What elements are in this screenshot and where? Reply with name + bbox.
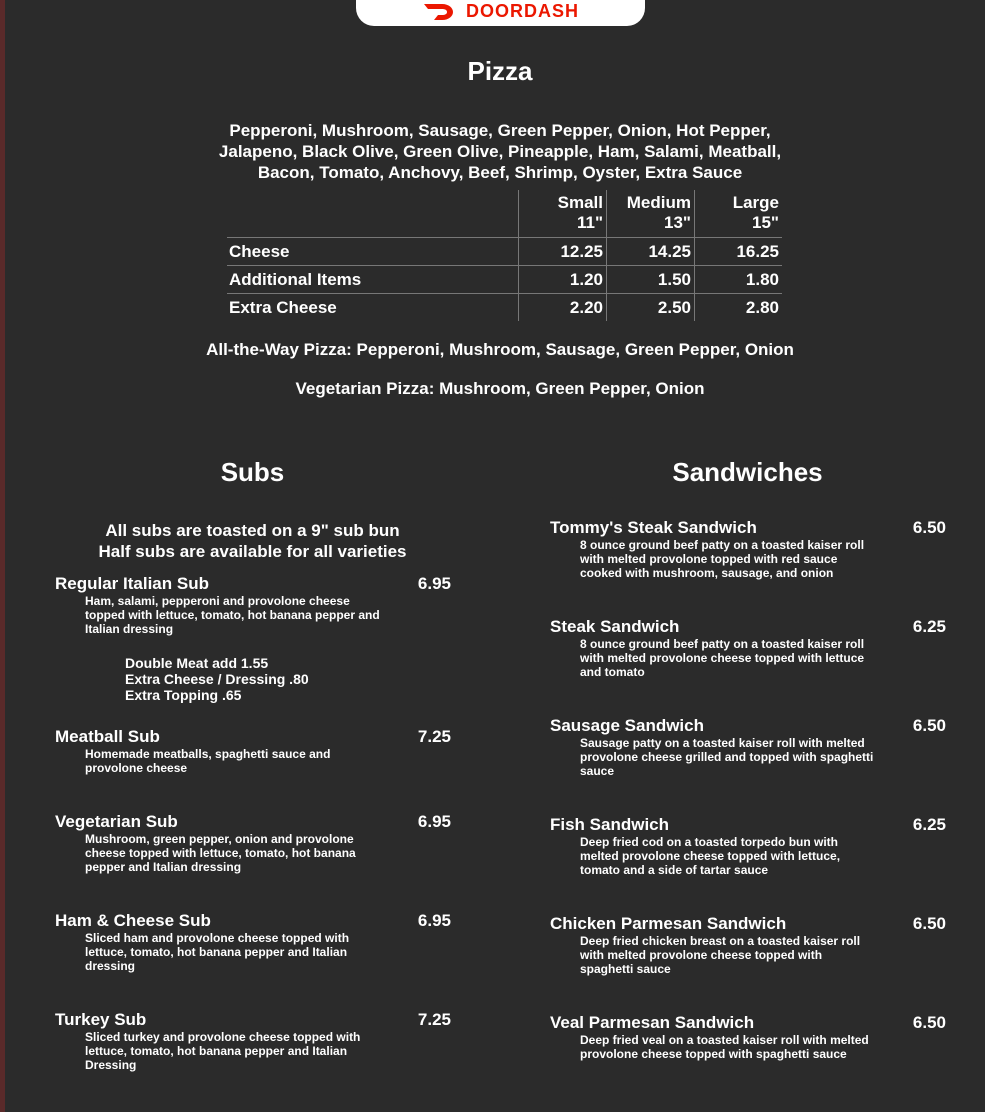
item-description: Ham, salami, pepperoni and provolone cheese topped with lettuce, tomato, hot banana pepper and Italian dressing <box>85 594 380 636</box>
toppings-line: Pepperoni, Mushroom, Sausage, Green Pepper, Onion, Hot Pepper, <box>229 121 771 140</box>
row-label: Cheese <box>227 238 519 266</box>
item-price: 6.95 <box>417 911 451 930</box>
item-price: 6.50 <box>912 914 946 933</box>
item-price: 6.50 <box>912 716 946 735</box>
item-name: Veal Parmesan Sandwich <box>550 1013 755 1032</box>
menu-item-veal-parmesan-sandwich <box>550 1013 946 1061</box>
doordash-wordmark: DOORDASH <box>465 0 579 21</box>
extra-option: Extra Topping .65 <box>125 687 242 703</box>
item-description: 8 ounce ground beef patty on a toasted kaiser roll with melted provolone cheese topped with lettuce and tomato <box>580 637 865 679</box>
item-description: Homemade meatballs, spaghetti sauce and provolone cheese <box>85 747 331 775</box>
item-price: 6.50 <box>912 1013 946 1032</box>
all-the-way-pizza-note: All-the-Way Pizza: Pepperoni, Mushroom, Sausage, Green Pepper, Onion <box>206 340 794 359</box>
item-description: Sliced ham and provolone cheese topped with lettuce, tomato, hot banana pepper and Italian dressing <box>85 931 350 973</box>
price-cell: 14.25 <box>607 238 695 266</box>
subs-section-title: Subs <box>220 457 285 487</box>
item-price: 6.25 <box>912 815 946 834</box>
sandwiches-section-title: Sandwiches <box>672 457 823 487</box>
menu-item-vegetarian-sub <box>55 812 451 874</box>
item-name: Tommy's Steak Sandwich <box>550 518 757 537</box>
price-cell: 1.20 <box>519 266 607 294</box>
item-price: 7.25 <box>417 1010 451 1029</box>
subs-note-line: All subs are toasted on a 9" sub bun <box>105 521 400 540</box>
item-description: Mushroom, green pepper, onion and provolone cheese topped with lettuce, tomato, hot banana pepper and Italian dressing <box>85 832 356 874</box>
price-cell: 1.50 <box>607 266 695 294</box>
column-large: Large 15" <box>695 190 783 238</box>
extra-option: Extra Cheese / Dressing .80 <box>125 671 309 687</box>
column-small: Small 11" <box>519 190 607 238</box>
row-label: Extra Cheese <box>227 294 519 322</box>
menu-item-regular-italian-sub <box>55 574 451 703</box>
item-name: Chicken Parmesan Sandwich <box>550 914 787 933</box>
price-cell: 2.50 <box>607 294 695 322</box>
row-label: Additional Items <box>227 266 519 294</box>
pizza-toppings-list <box>0 120 985 183</box>
toppings-line: Bacon, Tomato, Anchovy, Beef, Shrimp, Oyster, Extra Sauce <box>257 163 743 182</box>
pizza-section-title: Pizza <box>467 56 533 86</box>
item-name: Vegetarian Sub <box>55 812 178 831</box>
price-cell: 2.20 <box>519 294 607 322</box>
menu-item-ham-cheese-sub <box>55 911 451 973</box>
price-cell: 1.80 <box>695 266 783 294</box>
sub-extras <box>125 655 451 703</box>
table-row <box>227 294 782 322</box>
subs-notes <box>55 520 450 562</box>
subs-note-line: Half subs are available for all varieties <box>98 542 407 561</box>
item-name: Regular Italian Sub <box>55 574 209 593</box>
item-name: Meatball Sub <box>55 727 160 746</box>
menu-item-sausage-sandwich <box>550 716 946 778</box>
table-row <box>227 238 782 266</box>
extra-option: Double Meat add 1.55 <box>125 655 269 671</box>
menu-item-fish-sandwich <box>550 815 946 877</box>
column-medium: Medium 13" <box>607 190 695 238</box>
item-price: 7.25 <box>417 727 451 746</box>
item-description: Sausage patty on a toasted kaiser roll with melted provolone cheese grilled and topped with spaghetti sauce <box>580 736 874 778</box>
price-table-header <box>227 190 782 238</box>
item-description: Deep fried veal on a toasted kaiser roll with melted provolone cheese topped with spaghetti sauce <box>580 1033 869 1061</box>
menu-item-steak-sandwich <box>550 617 946 679</box>
item-description: Sliced turkey and provolone cheese topped with lettuce, tomato, hot banana pepper and Italian Dressing <box>85 1030 361 1072</box>
item-description: Deep fried chicken breast on a toasted kaiser roll with melted provolone cheese topped with spaghetti sauce <box>580 934 861 976</box>
menu-item-tommys-steak-sandwich <box>550 518 946 580</box>
item-description: 8 ounce ground beef patty on a toasted kaiser roll with melted provolone topped with red sauce cooked with mushroom, sausage, and onion <box>580 538 865 580</box>
menu-item-turkey-sub <box>55 1010 451 1072</box>
item-price: 6.25 <box>912 617 946 636</box>
item-name: Sausage Sandwich <box>550 716 704 735</box>
menu-item-chicken-parmesan-sandwich <box>550 914 946 976</box>
item-name: Steak Sandwich <box>550 617 680 636</box>
table-row <box>227 266 782 294</box>
vegetarian-pizza-note: Vegetarian Pizza: Mushroom, Green Pepper, Onion <box>295 379 705 398</box>
doordash-logo-icon <box>422 1 458 21</box>
doordash-order-button[interactable] <box>356 0 645 26</box>
price-cell: 16.25 <box>695 238 783 266</box>
price-cell: 2.80 <box>695 294 783 322</box>
item-price: 6.95 <box>417 574 451 593</box>
item-price: 6.95 <box>417 812 451 831</box>
item-name: Turkey Sub <box>55 1010 147 1029</box>
price-cell: 12.25 <box>519 238 607 266</box>
item-name: Fish Sandwich <box>550 815 670 834</box>
menu-item-meatball-sub <box>55 727 451 775</box>
item-price: 6.50 <box>912 518 946 537</box>
toppings-line: Jalapeno, Black Olive, Green Olive, Pineapple, Ham, Salami, Meatball, <box>218 142 782 161</box>
item-name: Ham & Cheese Sub <box>55 911 211 930</box>
item-description: Deep fried cod on a toasted torpedo bun with melted provolone cheese topped with lettuce, tomato and a side of tartar sauce <box>580 835 841 877</box>
pizza-price-table <box>227 190 782 321</box>
